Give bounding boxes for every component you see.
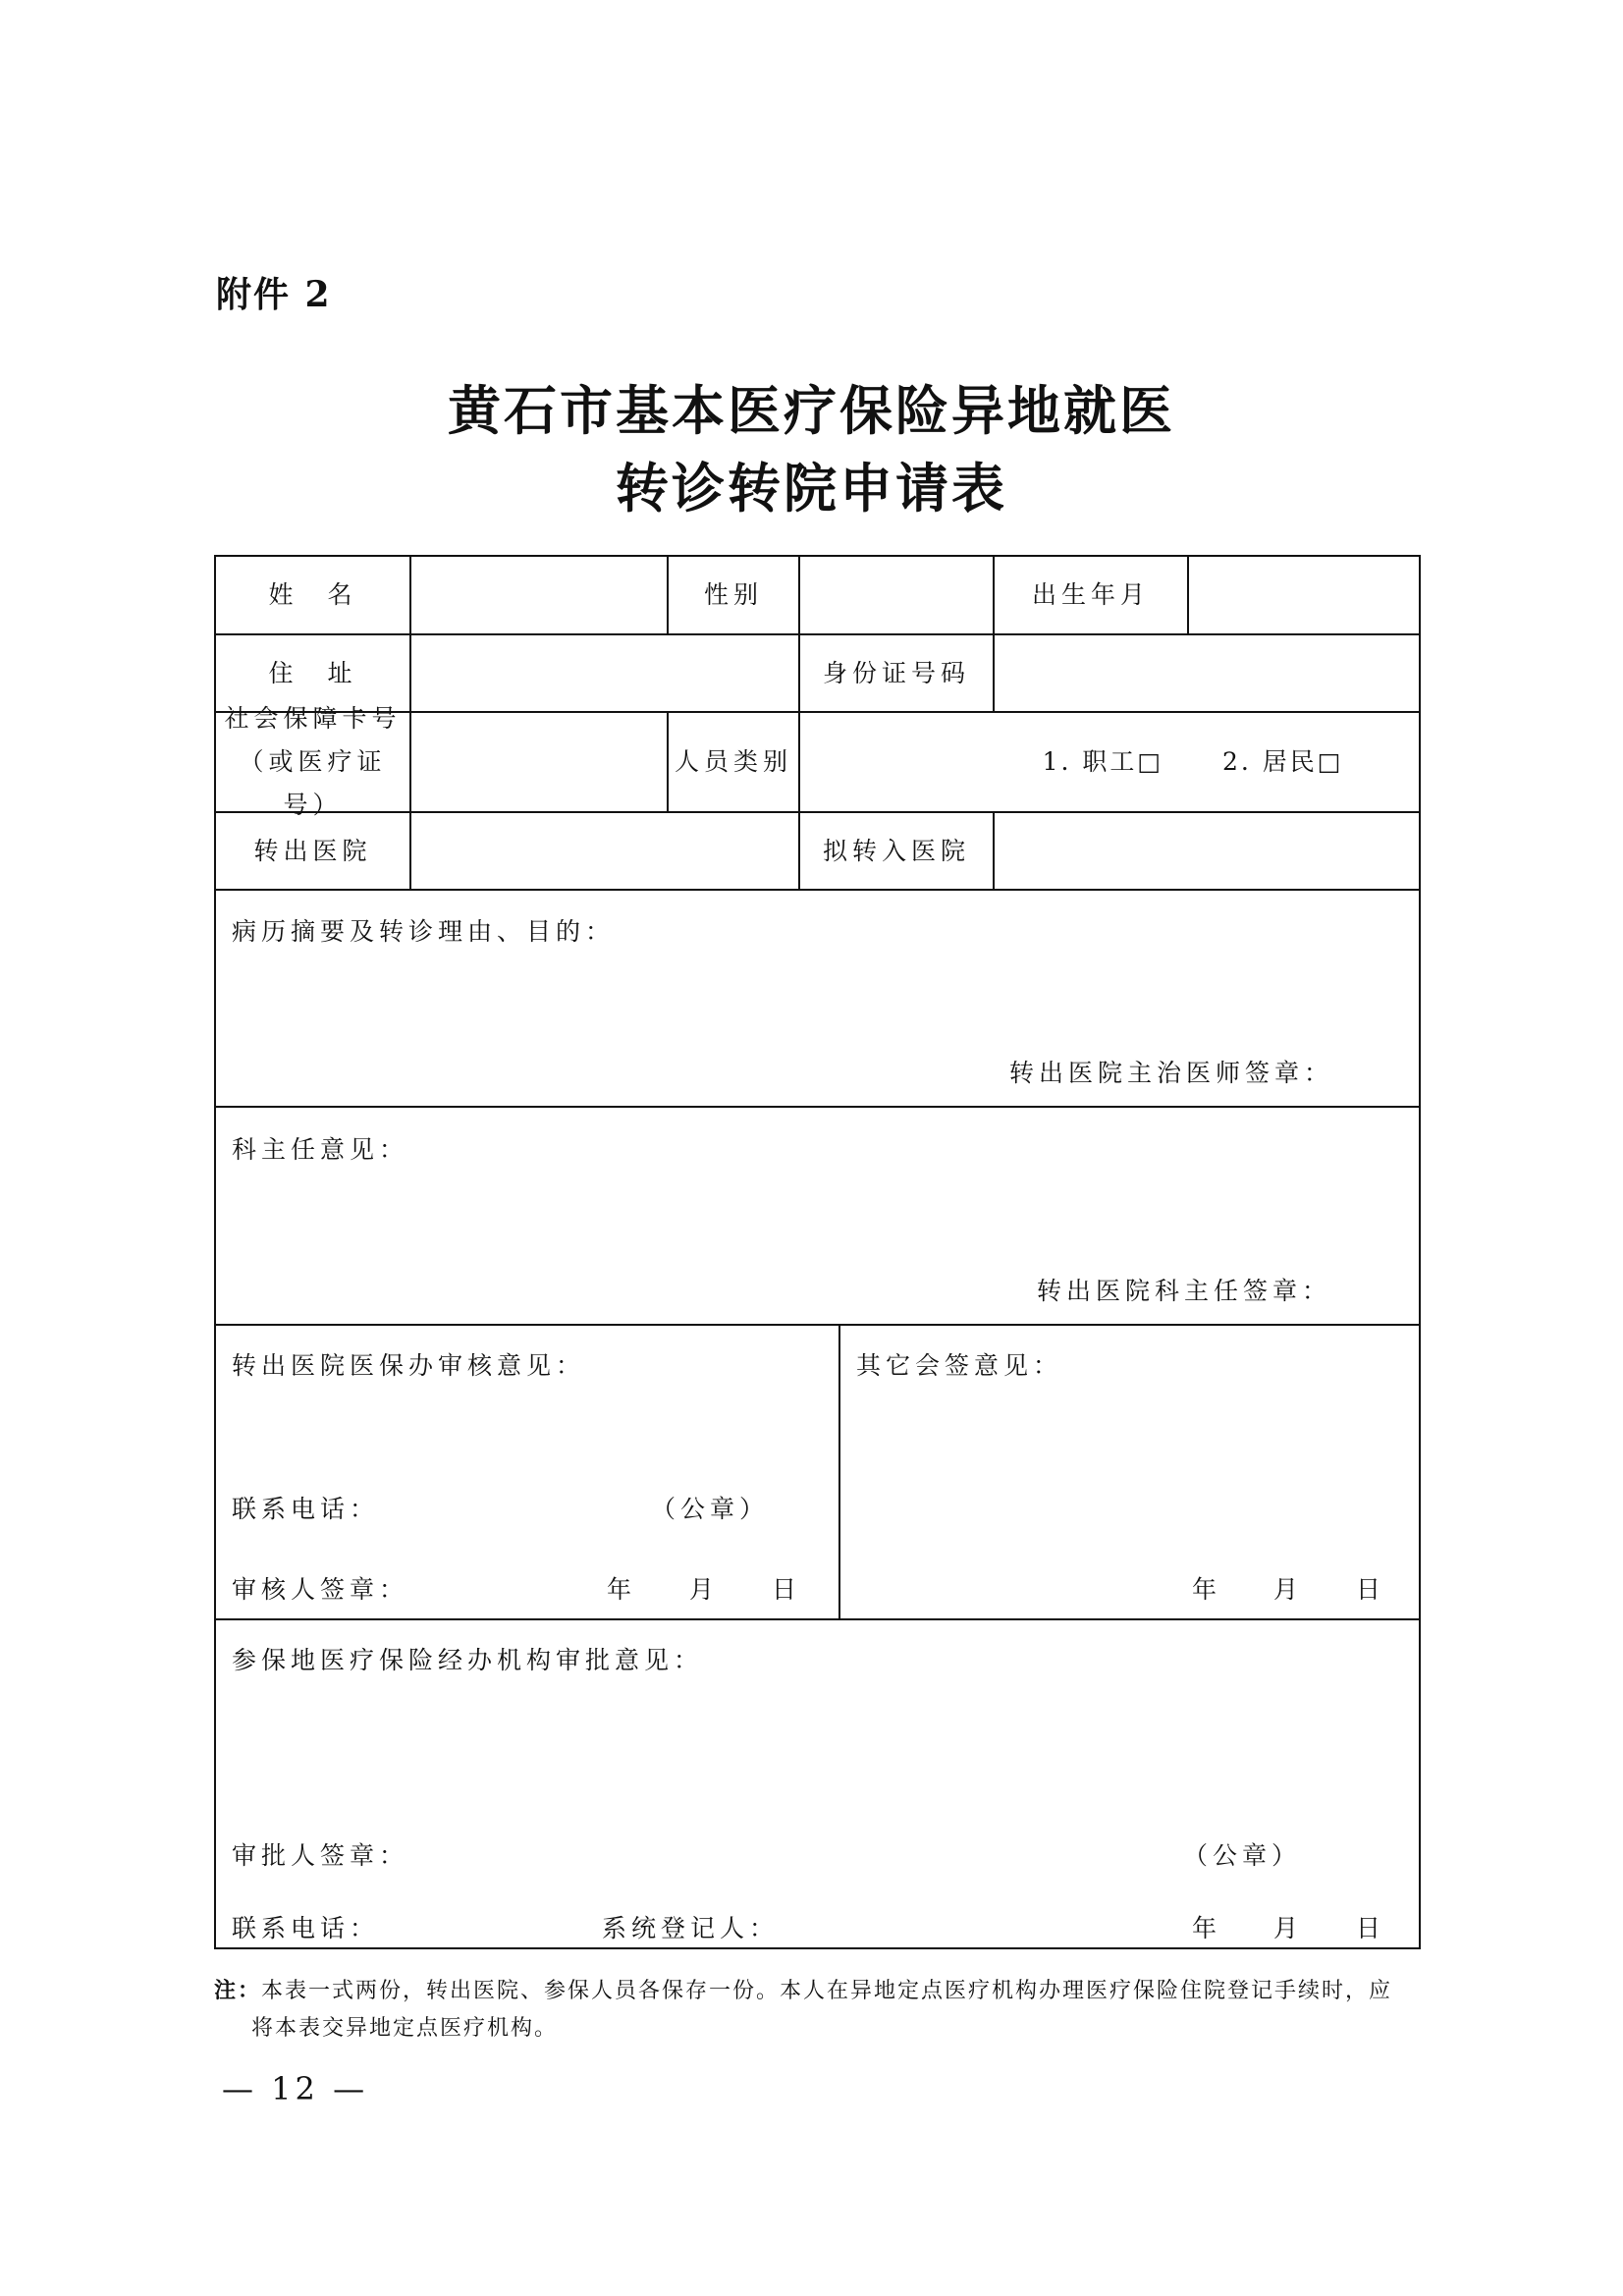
doctor-signature-label: 转出医院主治医师签章： xyxy=(1009,1059,1334,1087)
resident-checkbox[interactable]: 2. 居民□ xyxy=(1222,747,1344,776)
agency-approval-label: 参保地医疗保险经办机构审批意见： xyxy=(232,1646,704,1674)
footnote-line2: 将本表交异地定点医疗机构。 xyxy=(251,2016,559,2041)
approval-date-month: 月 xyxy=(1273,1914,1304,1942)
birth-label: 出生年月 xyxy=(1031,580,1150,609)
row-divider xyxy=(216,1324,1419,1326)
row-divider xyxy=(216,889,1419,891)
category-options xyxy=(800,713,1419,811)
history-label: 病历摘要及转诊理由、目的： xyxy=(232,917,616,946)
footnote-line1: 本表一式两份，转出医院、参保人员各保存一份。本人在异地定点医疗机构办理医疗保险住院登记手续时，应 xyxy=(261,1979,1393,2003)
worker-checkbox[interactable]: 1. 职工□ xyxy=(1042,747,1163,776)
registrar-label: 系统登记人： xyxy=(602,1914,780,1942)
approval-date-day: 日 xyxy=(1356,1914,1386,1942)
address-label: 住 址 xyxy=(268,658,357,687)
social-card-label xyxy=(216,704,409,819)
review-date-month: 月 xyxy=(689,1575,720,1604)
row-divider xyxy=(216,1618,1419,1620)
other-date-year: 年 xyxy=(1192,1575,1222,1604)
agency-seal-label: （公章） xyxy=(1183,1841,1302,1870)
id-number-label: 身份证号码 xyxy=(822,658,970,687)
col-divider xyxy=(839,1325,840,1619)
page-number: — 12 — xyxy=(222,2070,369,2107)
form-title-line1: 黄石市基本医疗保险异地就医 xyxy=(448,379,1175,442)
other-date-day: 日 xyxy=(1356,1575,1386,1604)
category-label: 人员类别 xyxy=(674,747,792,776)
attachment-label: 附件 2 xyxy=(216,274,332,315)
footnote xyxy=(214,1972,1432,2048)
address-field[interactable] xyxy=(411,635,798,711)
phone-label: 联系电话： xyxy=(232,1495,380,1523)
seal-label: （公章） xyxy=(651,1495,770,1523)
social-card-field[interactable] xyxy=(411,713,667,811)
out-hospital-field[interactable] xyxy=(411,813,798,889)
insurance-review-label: 转出医院医保办审核意见： xyxy=(232,1351,586,1380)
review-date-day: 日 xyxy=(772,1575,802,1604)
director-opinion-label: 科主任意见： xyxy=(232,1135,409,1164)
footnote-label: 注： xyxy=(214,1978,262,2003)
reviewer-signature-label: 审核人签章： xyxy=(232,1575,409,1604)
agency-phone-label: 联系电话： xyxy=(232,1914,380,1942)
name-field[interactable] xyxy=(411,557,667,633)
birth-field[interactable] xyxy=(1189,557,1419,633)
application-form xyxy=(214,555,1421,1949)
social-card-label-line2: （或医疗证号） xyxy=(239,747,387,819)
form-title-line2: 转诊转院申请表 xyxy=(616,457,1007,519)
director-signature-label: 转出医院科主任签章： xyxy=(1037,1277,1332,1305)
review-date-year: 年 xyxy=(607,1575,637,1604)
gender-field[interactable] xyxy=(800,557,993,633)
name-label: 姓 名 xyxy=(268,580,357,609)
other-date-month: 月 xyxy=(1273,1575,1304,1604)
approver-signature-label: 审批人签章： xyxy=(232,1841,409,1870)
out-hospital-label: 转出医院 xyxy=(253,836,372,865)
other-opinion-label: 其它会签意见： xyxy=(856,1351,1063,1380)
in-hospital-field[interactable] xyxy=(995,813,1419,889)
approval-date-year: 年 xyxy=(1192,1914,1222,1942)
in-hospital-label: 拟转入医院 xyxy=(822,836,970,865)
social-card-label-line1: 社会保障卡号 xyxy=(224,704,402,733)
gender-label: 性别 xyxy=(703,580,763,609)
row-divider xyxy=(216,1106,1419,1108)
id-number-field[interactable] xyxy=(995,635,1419,711)
